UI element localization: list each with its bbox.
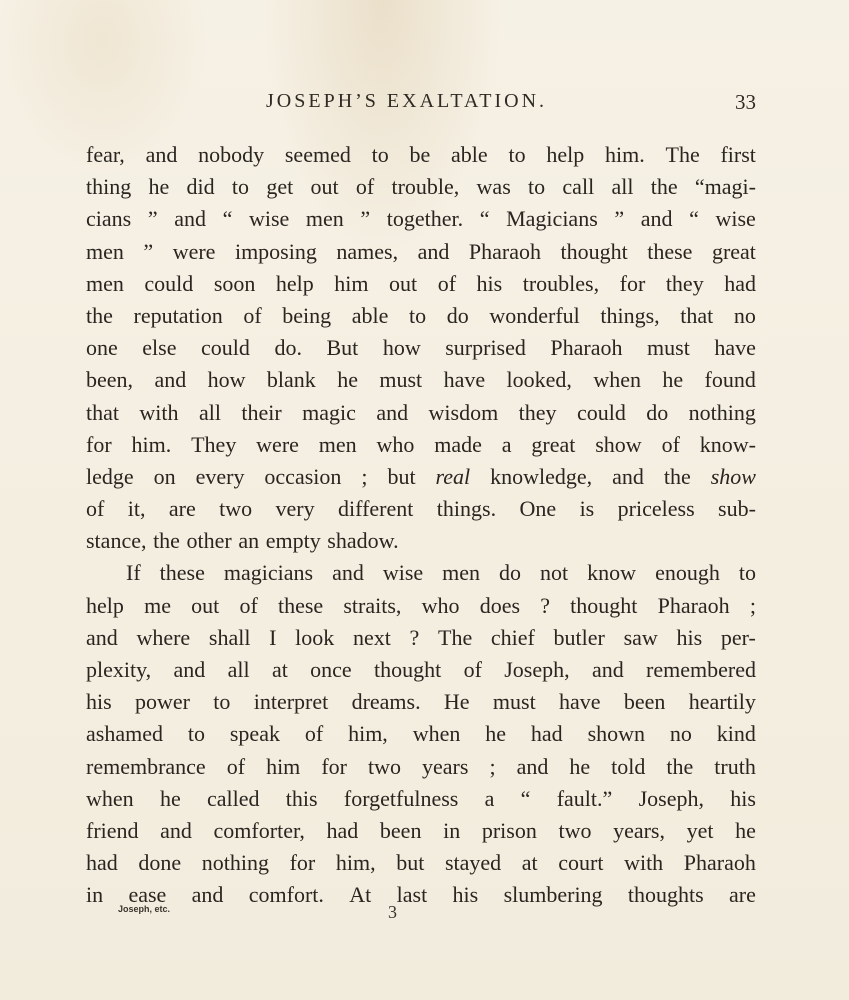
word: had <box>86 850 118 876</box>
text-line <box>86 493 756 525</box>
word: ; <box>361 463 368 489</box>
word: “magi- <box>694 174 756 200</box>
word: the <box>663 463 691 489</box>
word: and <box>612 463 644 489</box>
word: fear, <box>86 142 125 167</box>
text-line <box>86 525 756 557</box>
word: ” <box>143 238 154 264</box>
word: for <box>86 431 112 457</box>
text-line <box>86 847 756 879</box>
word: been, <box>86 367 134 393</box>
word: slumbering <box>503 882 603 908</box>
word: are <box>168 496 196 522</box>
word: yet <box>686 817 714 843</box>
word: the <box>650 174 678 200</box>
word: Joseph, <box>504 657 570 682</box>
word: reputation <box>133 302 223 328</box>
word: Pharaoh <box>468 238 541 264</box>
word: friend <box>86 817 139 843</box>
word: to <box>231 174 250 200</box>
word: these <box>159 560 205 586</box>
word: thing <box>86 174 132 200</box>
word: heartily <box>688 689 756 715</box>
word: the <box>666 753 694 779</box>
word: He <box>443 689 470 715</box>
word: Magicians <box>506 206 598 232</box>
word: next <box>352 624 391 650</box>
word: had <box>724 270 756 296</box>
word: kind <box>716 721 756 747</box>
word: they <box>518 399 557 425</box>
word: no <box>733 302 756 328</box>
word: of <box>661 431 680 457</box>
word: forgetfulness <box>343 785 459 811</box>
word: this <box>285 785 318 811</box>
text-line <box>86 557 756 589</box>
word: with <box>139 399 179 425</box>
word: show <box>595 431 642 457</box>
word: do <box>646 399 669 425</box>
word: show <box>710 463 756 489</box>
text-line <box>86 783 756 815</box>
word: two <box>219 496 253 522</box>
word: surprised <box>445 335 526 361</box>
word: and <box>332 560 364 586</box>
word: shadow. <box>327 528 399 554</box>
word: straits, <box>343 592 402 618</box>
word: shown <box>587 721 646 747</box>
word: they <box>665 270 704 296</box>
word: power <box>135 689 190 715</box>
word: The <box>438 624 473 650</box>
word: different <box>338 496 414 522</box>
word: per- <box>720 624 756 650</box>
word: do <box>446 302 469 328</box>
word: magic <box>302 399 356 425</box>
word: all <box>198 399 221 425</box>
word: were <box>256 431 299 457</box>
word: these <box>647 238 693 264</box>
word: cians <box>86 206 132 232</box>
text-line <box>86 654 756 686</box>
word: told <box>611 753 646 779</box>
word: years <box>422 753 469 779</box>
word: help <box>546 142 585 167</box>
word: of <box>86 496 105 522</box>
word: a <box>484 785 495 811</box>
word: thought <box>560 238 628 264</box>
text-line <box>86 332 756 364</box>
word: have <box>443 367 486 393</box>
word: on <box>153 463 176 489</box>
word: called <box>206 785 260 811</box>
word: One <box>519 496 557 522</box>
text-line <box>86 718 756 750</box>
word: him <box>266 753 301 779</box>
word: remembrance <box>86 753 206 779</box>
running-title: JOSEPH’S EXALTATION. <box>266 90 548 112</box>
word: had <box>326 817 359 843</box>
word: of <box>463 657 482 682</box>
word: he <box>159 785 181 811</box>
text-line <box>86 751 756 783</box>
word: court <box>558 850 604 876</box>
word: able <box>451 142 488 167</box>
word: him, <box>348 721 388 747</box>
word: who <box>421 592 460 618</box>
word: of <box>304 721 324 747</box>
word: remembered <box>646 657 756 682</box>
word: when <box>412 721 461 747</box>
text-line <box>86 236 756 268</box>
word: know- <box>699 431 756 457</box>
word: wise <box>248 206 290 232</box>
word: blank <box>266 367 316 393</box>
page-number: 33 <box>735 90 756 114</box>
word: soon <box>213 270 256 296</box>
word: nothing <box>688 399 756 425</box>
text-line <box>86 429 756 461</box>
word: and <box>640 206 673 232</box>
word: looked, <box>506 367 572 393</box>
word: in <box>86 882 104 908</box>
word: and <box>376 399 409 425</box>
word: he <box>662 367 684 393</box>
text-line <box>86 139 756 171</box>
word: once <box>310 657 352 682</box>
word: “ <box>520 785 531 811</box>
word: his <box>452 882 479 908</box>
word: how <box>382 335 421 361</box>
word: his <box>676 624 703 650</box>
word: thoughts <box>627 882 704 908</box>
word: one <box>86 335 118 361</box>
word: ; <box>489 753 496 779</box>
word: men <box>86 238 124 264</box>
word: he <box>337 367 358 393</box>
word: know <box>587 560 637 586</box>
word: shall <box>208 624 251 650</box>
word: wonderful <box>489 302 580 328</box>
word: imposing <box>234 238 317 264</box>
text-line <box>86 268 756 300</box>
word: two <box>558 817 592 843</box>
word: real <box>435 463 471 489</box>
word: If <box>126 560 141 586</box>
word: ? <box>540 592 550 618</box>
word: sub- <box>718 496 756 522</box>
word: ; <box>749 592 756 618</box>
word: I <box>269 624 277 650</box>
word: able <box>351 302 389 328</box>
word: he <box>569 753 591 779</box>
word: he <box>485 721 507 747</box>
word: be <box>409 142 431 167</box>
word: occasion <box>264 463 342 489</box>
word: wise <box>715 206 756 232</box>
word: men <box>305 206 344 232</box>
word: thought <box>570 592 638 618</box>
word: and <box>154 367 187 393</box>
word: the <box>86 302 113 328</box>
word: first <box>720 142 756 167</box>
word: ease <box>128 882 167 908</box>
word: to <box>213 689 231 715</box>
word: for <box>289 850 316 876</box>
word: must <box>647 335 690 361</box>
word: is <box>579 496 595 522</box>
word: enough <box>655 560 720 586</box>
word: been <box>623 689 666 715</box>
word: wise <box>382 560 424 586</box>
word: made <box>434 431 482 457</box>
word: names, <box>336 238 399 264</box>
word: to <box>528 174 546 200</box>
printer-signature-number: 3 <box>388 902 397 922</box>
word: he <box>735 817 756 843</box>
word: him, <box>335 850 376 876</box>
word: plexity, <box>86 657 152 682</box>
word: At <box>349 882 372 908</box>
text-line <box>86 590 756 622</box>
word: together. <box>386 206 464 232</box>
word: men <box>318 431 357 457</box>
word: else <box>142 335 177 361</box>
word: prison <box>481 817 537 843</box>
word: very <box>275 496 315 522</box>
word: him. <box>605 142 645 167</box>
word: Pharaoh <box>550 335 623 361</box>
word: at <box>521 850 538 876</box>
word: and <box>191 882 224 908</box>
page-header <box>86 90 756 120</box>
word: that <box>680 302 714 328</box>
word: an <box>238 528 260 554</box>
word: been <box>379 817 422 843</box>
word: for <box>321 753 347 779</box>
word: and <box>160 817 192 843</box>
word: that <box>86 399 119 425</box>
text-line <box>86 879 756 911</box>
word: out <box>191 592 220 618</box>
word: must <box>379 367 423 393</box>
word: and <box>591 657 624 682</box>
word: to <box>508 142 526 167</box>
word: knowledge, <box>490 463 593 489</box>
word: could <box>576 399 626 425</box>
word: empty <box>265 528 321 554</box>
word: other <box>186 528 232 554</box>
word: Pharaoh <box>683 850 756 876</box>
word: all <box>227 657 250 682</box>
word: butler <box>553 624 605 650</box>
word: when <box>86 785 134 811</box>
word: him <box>334 270 369 296</box>
word: But <box>326 335 359 361</box>
word: ” <box>360 206 371 232</box>
word: but <box>396 850 425 876</box>
word: stayed <box>444 850 502 876</box>
word: do <box>499 560 522 586</box>
word: of <box>243 302 262 328</box>
word: trouble, <box>391 174 460 200</box>
word: found <box>704 367 756 393</box>
word: for <box>619 270 646 296</box>
word: ” <box>614 206 625 232</box>
word: comforter, <box>213 817 305 843</box>
word: him. <box>131 431 172 457</box>
text-line <box>86 815 756 847</box>
word: and <box>516 753 549 779</box>
word: troubles, <box>522 270 600 296</box>
word: wisdom <box>428 399 499 425</box>
text-line <box>86 622 756 654</box>
word: truth <box>714 753 756 779</box>
word: and <box>417 238 450 264</box>
word: he <box>148 174 170 200</box>
word: “ <box>222 206 233 232</box>
text-line <box>86 686 756 718</box>
word: done <box>138 850 182 876</box>
word: to <box>409 302 427 328</box>
word: out <box>389 270 418 296</box>
word: no <box>669 721 692 747</box>
text-line <box>86 364 756 396</box>
word: who <box>376 431 415 457</box>
word: it, <box>127 496 146 522</box>
word: with <box>624 850 664 876</box>
word: nothing <box>201 850 269 876</box>
word: his <box>476 270 503 296</box>
word: seemed <box>284 142 351 167</box>
word: dreams. <box>351 689 421 715</box>
word: where <box>136 624 191 650</box>
word: fault.” <box>556 785 613 811</box>
word: comfort. <box>248 882 324 908</box>
word: of <box>437 270 457 296</box>
word: but <box>387 463 416 489</box>
word: ? <box>409 624 420 650</box>
word: chief <box>490 624 535 650</box>
printer-signature-label: Joseph, etc. <box>118 904 171 914</box>
word: years, <box>613 817 665 843</box>
word: “ <box>689 206 699 232</box>
word: was <box>476 174 511 200</box>
word: ashamed <box>86 721 163 747</box>
text-line <box>86 461 756 493</box>
word: things. <box>436 496 497 522</box>
word: every <box>195 463 245 489</box>
word: have <box>714 335 756 361</box>
word: ledge <box>86 463 134 489</box>
word: ” <box>147 206 158 232</box>
word: have <box>559 689 601 715</box>
word: could <box>201 335 250 361</box>
word: Pharaoh <box>657 592 730 618</box>
word: interpret <box>253 689 329 715</box>
word: look <box>295 624 335 650</box>
word: help <box>86 592 124 618</box>
word: were <box>172 238 216 264</box>
word: and <box>173 657 206 682</box>
text-line <box>86 397 756 429</box>
word: to <box>371 142 389 167</box>
word: do. <box>274 335 302 361</box>
word: had <box>530 721 563 747</box>
word: when <box>593 367 641 393</box>
word: nobody <box>198 142 265 167</box>
word: things, <box>600 302 660 328</box>
word: help <box>275 270 314 296</box>
word: last <box>396 882 428 908</box>
word: men <box>442 560 481 586</box>
word: priceless <box>617 496 695 522</box>
word: of <box>239 592 258 618</box>
word: speak <box>229 721 280 747</box>
word: of <box>355 174 375 200</box>
word: and <box>174 206 206 232</box>
word: are <box>729 882 756 908</box>
word: thought <box>374 657 442 682</box>
word: not <box>540 560 569 586</box>
body-text <box>86 139 756 912</box>
word: call <box>562 174 595 200</box>
word: They <box>191 431 237 457</box>
text-line <box>86 171 756 203</box>
word: and <box>86 624 118 650</box>
word: men <box>86 270 124 296</box>
word: the <box>153 528 180 554</box>
word: being <box>282 302 332 328</box>
word: great <box>711 238 756 264</box>
word: in <box>443 817 461 843</box>
word: of <box>226 753 246 779</box>
word: Joseph, <box>638 785 704 811</box>
word: does <box>479 592 521 618</box>
word: magicians <box>223 560 314 586</box>
word: his <box>730 785 756 811</box>
word: to <box>187 721 205 747</box>
word: saw <box>623 624 658 650</box>
word: a <box>501 431 512 457</box>
word: these <box>277 592 324 618</box>
word: “ <box>479 206 490 232</box>
word: did <box>186 174 215 200</box>
word: must <box>492 689 536 715</box>
word: The <box>665 142 700 167</box>
word: how <box>207 367 246 393</box>
word: me <box>144 592 171 618</box>
word: great <box>531 431 576 457</box>
word: could <box>144 270 194 296</box>
text-line <box>86 300 756 332</box>
word: to <box>738 560 756 586</box>
word: and <box>145 142 178 167</box>
word: their <box>241 399 282 425</box>
word: at <box>271 657 288 682</box>
word: all <box>611 174 634 200</box>
text-line <box>86 203 756 235</box>
word: his <box>86 689 112 715</box>
word: out <box>310 174 339 200</box>
word: stance, <box>86 528 147 554</box>
word: two <box>367 753 401 779</box>
word: get <box>266 174 294 200</box>
